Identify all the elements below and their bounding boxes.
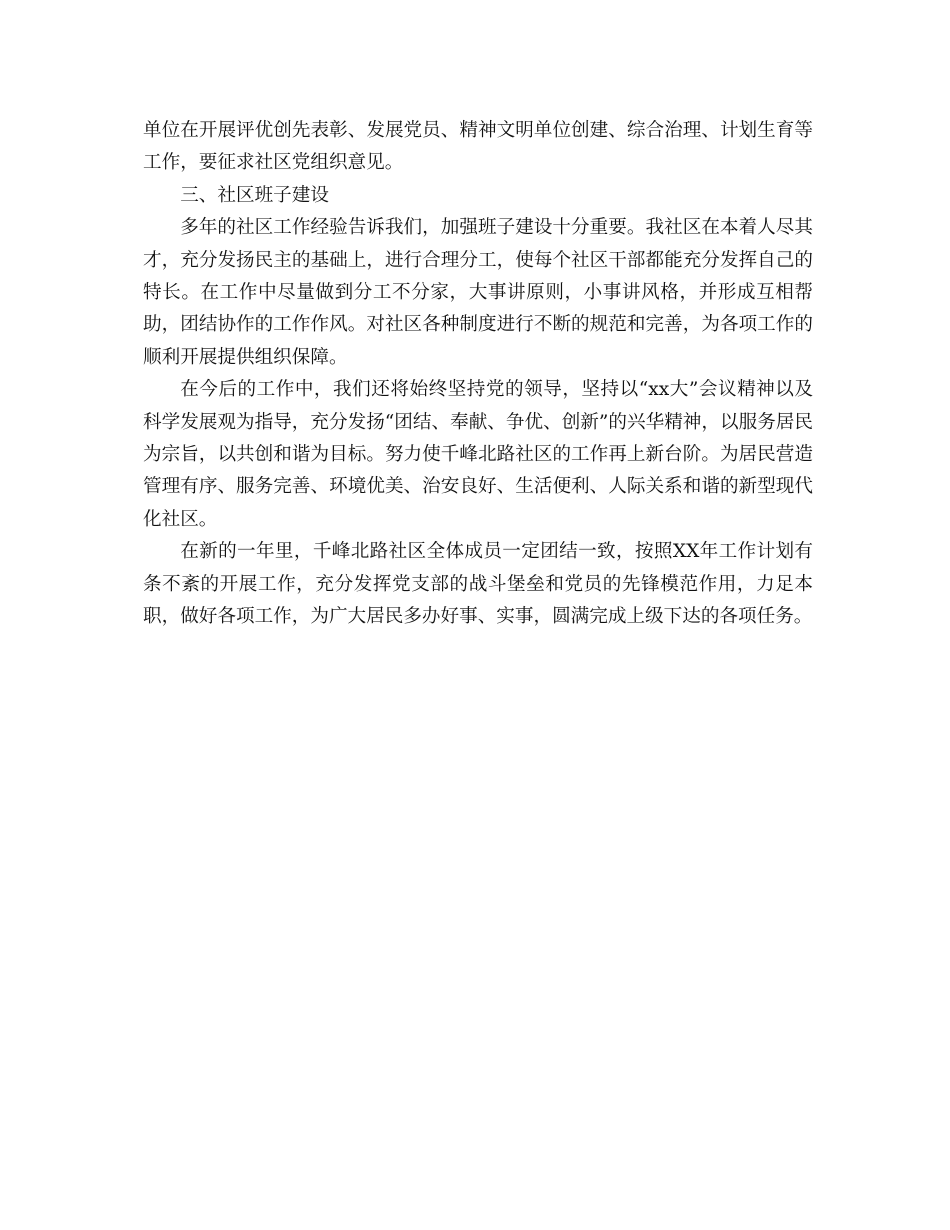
section-heading: 三、社区班子建设	[180, 184, 329, 206]
paragraph-new-year: 在新的一年里，千峰北路社区全体成员一定团结一致，按照XX年工作计划有条不紊的开展工作，充分发挥党支部的战斗堡垒和党员的先锋模范作用，力足本职，做好各项工作，为广大居民多办好事、实事，圆满完成上级下达的各项任务。	[143, 541, 813, 628]
paragraph-continuation: 单位在开展评优创先表彰、发展党员、精神文明单位创建、综合治理、计划生育等工作，要征求社区党组织意见。	[143, 120, 813, 174]
paragraph-team-building: 多年的社区工作经验告诉我们，加强班子建设十分重要。我社区在本着人尽其才，充分发扬民主的基础上，进行合理分工，使每个社区干部都能充分发挥自己的特长。在工作中尽量做到分工不分家，大事讲原则，小事讲风格，并形成互相帮助，团结协作的工作作风。对社区各种制度进行不断的规范和完善，为各项工作的顺利开展提供组织保障。	[143, 217, 813, 368]
paragraph-future-work: 在今后的工作中，我们还将始终坚持党的领导，坚持以“xx大”会议精神以及科学发展观为指导，充分发扬“团结、奉献、争优、创新”的兴华精神，以服务居民为宗旨，以共创和谐为目标。努力使千峰北路社区的工作再上新台阶。为居民营造管理有序、服务完善、环境优美、治安良好、生活便利、人际关系和谐的新型现代化社区。	[143, 379, 813, 530]
document-body	[143, 115, 813, 634]
